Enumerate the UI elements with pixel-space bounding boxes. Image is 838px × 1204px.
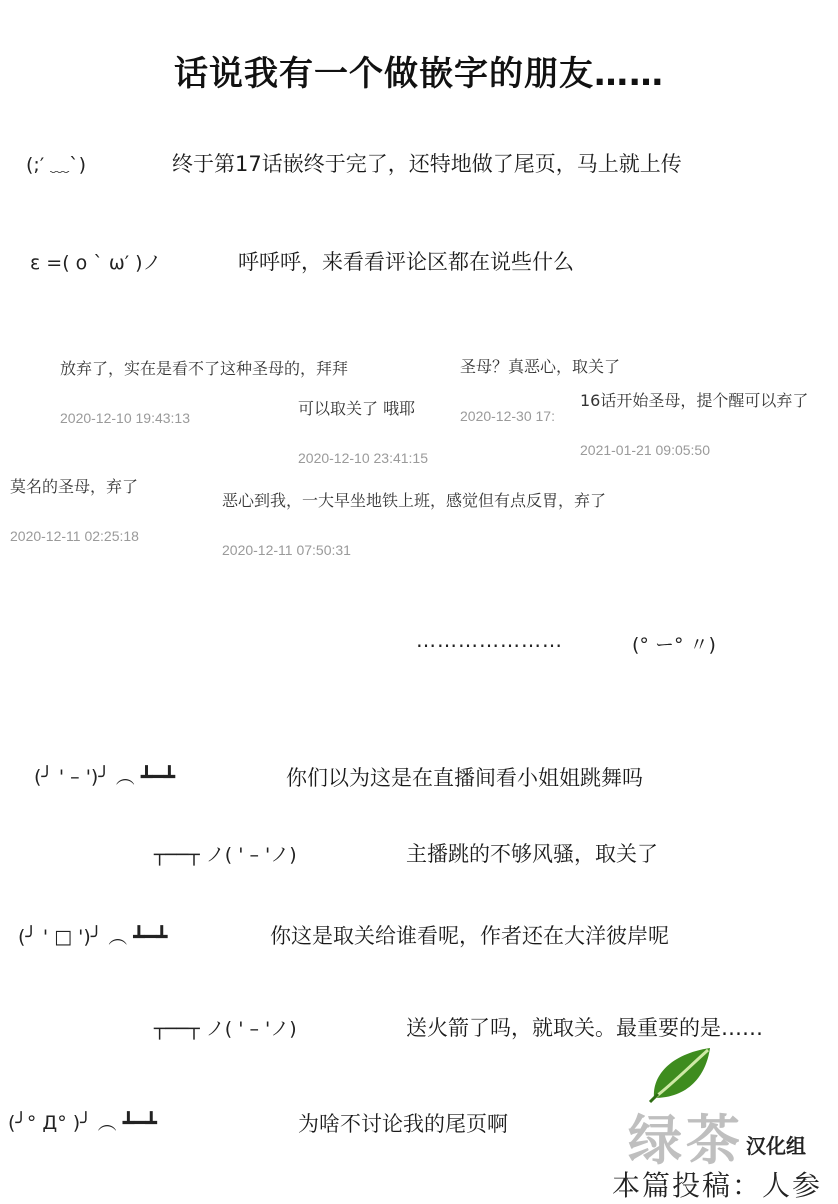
dialogue-line-2: 主播跳的不够风骚，取关了	[406, 842, 658, 866]
intro-kaomoji-1: (;′ ﹏`)	[26, 154, 87, 176]
page-title: 话说我有一个做嵌字的朋友……	[174, 54, 664, 94]
dialogue-kaomoji-5: (╯° Д° )╯ ︵ ┻━┻	[8, 1112, 158, 1134]
comment-4-time: 2021-01-21 09:05:50	[580, 442, 710, 458]
dialogue-kaomoji-2: ┬──┬ ノ( ' – 'ノ)	[154, 844, 297, 866]
dialogue-line-1: 你们以为这是在直播间看小姐姐跳舞吗	[286, 766, 643, 790]
dialogue-kaomoji-1: (╯ ' – ')╯ ︵ ┻━┻	[34, 766, 176, 788]
intro-line-2: 呼呼呼，来看看评论区都在说些什么	[238, 250, 574, 274]
ellipsis-dots: …………………	[416, 628, 563, 652]
group-logo-text: 绿茶	[628, 1109, 744, 1172]
comment-5: 莫名的圣母，弃了	[10, 477, 139, 496]
comment-2-time: 2020-12-10 23:41:15	[298, 450, 428, 466]
dialogue-line-4: 送火箭了吗，就取关。最重要的是……	[406, 1016, 763, 1040]
comment-4: 16话开始圣母，提个醒可以弃了	[580, 391, 809, 410]
comment-6-time: 2020-12-11 07:50:31	[222, 542, 351, 558]
intro-line-1: 终于第17话嵌终于完了，还特地做了尾页，马上就上传	[172, 152, 682, 176]
comment-1: 放弃了，实在是看不了这种圣母的，拜拜	[60, 359, 349, 378]
dialogue-line-3: 你这是取关给谁看呢，作者还在大洋彼岸呢	[270, 924, 669, 948]
comment-3: 圣母？真恶心，取关了	[460, 357, 621, 376]
comment-2: 可以取关了 哦耶	[298, 399, 416, 418]
comment-5-time: 2020-12-11 02:25:18	[10, 528, 139, 544]
group-name: 汉化组	[746, 1134, 806, 1158]
submission-credit: 本篇投稿：人参	[612, 1169, 823, 1202]
comment-1-time: 2020-12-10 19:43:13	[60, 410, 190, 426]
dialogue-line-5: 为啥不讨论我的尾页啊	[298, 1112, 508, 1136]
dialogue-kaomoji-4: ┬──┬ ノ( ' – 'ノ)	[154, 1018, 297, 1040]
intro-kaomoji-2: ε =( ο ` ω′ )ノ	[30, 252, 162, 274]
dialogue-kaomoji-3: (╯ ' □ ')╯ ︵ ┻━┻	[18, 926, 168, 948]
comment-3-time: 2020-12-30 17:	[460, 408, 555, 424]
pause-kaomoji: (° ー° 〃)	[632, 634, 716, 656]
leaf-icon	[648, 1046, 714, 1104]
comment-6: 恶心到我，一大早坐地铁上班，感觉但有点反胃，弃了	[222, 491, 607, 510]
